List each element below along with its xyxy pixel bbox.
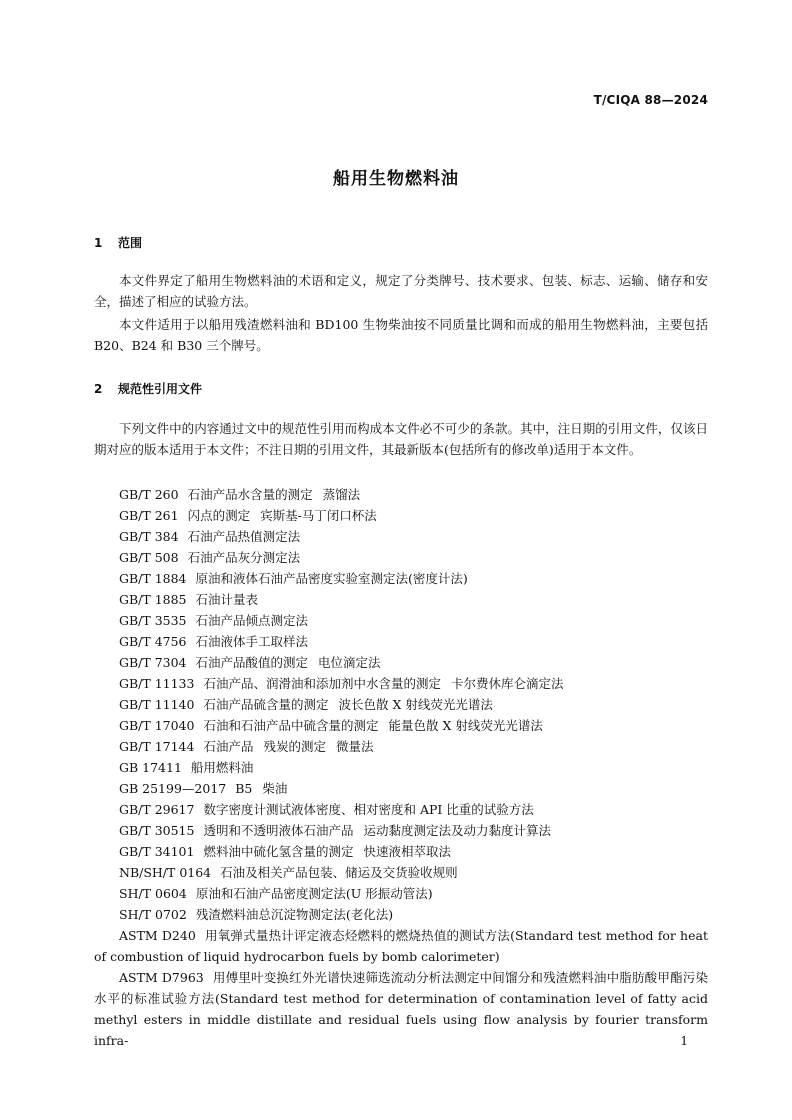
reference-item-long	[94, 967, 708, 1051]
reference-title: 石油和石油产品中硫含量的测定	[203, 718, 379, 733]
reference-item	[94, 652, 708, 673]
reference-title: 石油产品倾点测定法	[195, 613, 309, 628]
reference-title: 石油计量表	[195, 592, 259, 607]
reference-item	[94, 547, 708, 568]
section-title: 规范性引用文件	[118, 382, 203, 396]
reference-code: GB/T 260	[119, 487, 179, 502]
page-number: 1	[680, 1034, 688, 1048]
reference-item	[94, 736, 708, 757]
reference-code: GB/T 384	[119, 529, 179, 544]
reference-title: 用傅里叶变换红外光谱快速筛选流动分析法测定中间馏分和残渣燃料油中脂肪酸甲酯污染水平的标准试验方法(Standard test method for determination of contamination level of fatty acid methyl esters in middle distillate and residual fuels using flow analysis by fourier transform infra-	[94, 970, 708, 1048]
scope-paragraph-1: 本文件界定了船用生物燃料油的术语和定义，规定了分类牌号、技术要求、包装、标志、运输、储存和安全，描述了相应的试验方法。	[94, 273, 708, 309]
reference-subtitle: 卡尔费休库仑滴定法	[450, 676, 564, 691]
reference-subtitle: 柴油	[262, 781, 288, 796]
reference-title: B5	[235, 781, 253, 796]
reference-code: NB/SH/T 0164	[119, 865, 212, 880]
reference-code: GB/T 34101	[119, 844, 195, 859]
reference-code: ASTM D7963	[119, 970, 204, 985]
reference-title: 石油产品	[203, 739, 254, 754]
reference-code: GB 25199—2017	[119, 781, 227, 796]
reference-code: GB/T 7304	[119, 655, 187, 670]
reference-item	[94, 526, 708, 547]
reference-title: 石油产品水含量的测定	[187, 487, 313, 502]
reference-code: GB/T 1885	[119, 592, 187, 607]
reference-title: 石油及相关产品包装、储运及交货验收规则	[220, 865, 458, 880]
reference-item	[94, 799, 708, 820]
reference-code: GB/T 508	[119, 550, 179, 565]
reference-title: 燃料油中硫化氢含量的测定	[203, 844, 354, 859]
reference-title: 闪点的测定	[187, 508, 251, 523]
reference-item	[94, 505, 708, 526]
reference-code: GB/T 30515	[119, 823, 195, 838]
reference-subtitle: 蒸馏法	[322, 487, 361, 502]
reference-code: GB/T 11140	[119, 697, 195, 712]
reference-subtitle: 运动黏度测定法及动力黏度计算法	[363, 823, 551, 838]
reference-item	[94, 631, 708, 652]
reference-item	[94, 841, 708, 862]
section-heading-scope	[94, 234, 142, 251]
document-title: 船用生物燃料油	[333, 169, 459, 189]
section-number: 1	[94, 236, 103, 250]
reference-item	[94, 778, 708, 799]
reference-title: 原油和石油产品密度测定法(U 形振动管法)	[195, 886, 433, 901]
reference-subtitle: 快速液相萃取法	[363, 844, 451, 859]
reference-code: SH/T 0702	[119, 907, 187, 922]
reference-subtitle-2: 微量法	[336, 739, 374, 754]
reference-title: 石油液体手工取样法	[195, 634, 309, 649]
reference-item	[94, 694, 708, 715]
reference-code: GB 17411	[119, 760, 182, 775]
reference-code: GB/T 29617	[119, 802, 195, 817]
scope-paragraph-2: 本文件适用于以船用残渣燃料油和 BD100 生物柴油按不同质量比调和而成的船用生物燃料油，主要包括 B20、B24 和 B30 三个牌号。	[94, 317, 708, 353]
reference-code: GB/T 1884	[119, 571, 187, 586]
reference-code: GB/T 4756	[119, 634, 187, 649]
reference-title: 石油产品灰分测定法	[187, 550, 301, 565]
reference-item	[94, 820, 708, 841]
reference-title: 残渣燃料油总沉淀物测定法(老化法)	[195, 907, 394, 922]
section-title: 范围	[118, 236, 143, 250]
reference-subtitle: 残炭的测定	[263, 739, 326, 754]
reference-item	[94, 715, 708, 736]
reference-title: 石油产品硫含量的测定	[203, 697, 329, 712]
reference-code: GB/T 11133	[119, 676, 195, 691]
reference-item	[94, 484, 708, 505]
reference-subtitle: 能量色散 X 射线荧光光谱法	[388, 718, 543, 733]
reference-code: SH/T 0604	[119, 886, 187, 901]
reference-subtitle: 宾斯基-马丁闭口杯法	[260, 508, 377, 523]
reference-item-long	[94, 925, 708, 967]
reference-title: 船用燃料油	[190, 760, 254, 775]
reference-code: GB/T 261	[119, 508, 179, 523]
reference-item	[94, 862, 708, 883]
reference-code: GB/T 3535	[119, 613, 187, 628]
reference-item	[94, 568, 708, 589]
reference-item	[94, 883, 708, 904]
section-number: 2	[94, 382, 103, 396]
reference-item	[94, 757, 708, 778]
reference-code: GB/T 17040	[119, 718, 195, 733]
reference-item	[94, 904, 708, 925]
reference-item	[94, 673, 708, 694]
reference-title: 用氧弹式量热计评定液态烃燃料的燃烧热值的测试方法(Standard test method for heat of combustion of liquid hydrocarbon fuels by bomb calorimeter)	[94, 928, 708, 964]
reference-title: 原油和液体石油产品密度实验室测定法(密度计法)	[195, 571, 468, 586]
reference-code: ASTM D240	[119, 928, 196, 943]
reference-item	[94, 589, 708, 610]
reference-title: 石油产品热值测定法	[187, 529, 301, 544]
reference-code: GB/T 17144	[119, 739, 195, 754]
reference-title: 石油产品酸值的测定	[195, 655, 309, 670]
standard-code: T/CIQA 88—2024	[593, 93, 708, 107]
references-intro-paragraph: 下列文件中的内容通过文中的规范性引用而构成本文件必不可少的条款。其中，注日期的引用文件，仅该日期对应的版本适用于本文件；不注日期的引用文件，其最新版本(包括所有的修改单)适用于本文件。	[94, 421, 708, 457]
section-heading-normative-references	[94, 380, 202, 397]
reference-list	[94, 484, 708, 1051]
reference-subtitle: 波长色散 X 射线荧光光谱法	[338, 697, 493, 712]
reference-title: 石油产品、润滑油和添加剂中水含量的测定	[203, 676, 441, 691]
reference-subtitle: 电位滴定法	[318, 655, 381, 670]
reference-item	[94, 610, 708, 631]
reference-title: 数字密度计测试液体密度、相对密度和 API 比重的试验方法	[203, 802, 534, 817]
reference-title: 透明和不透明液体石油产品	[203, 823, 354, 838]
